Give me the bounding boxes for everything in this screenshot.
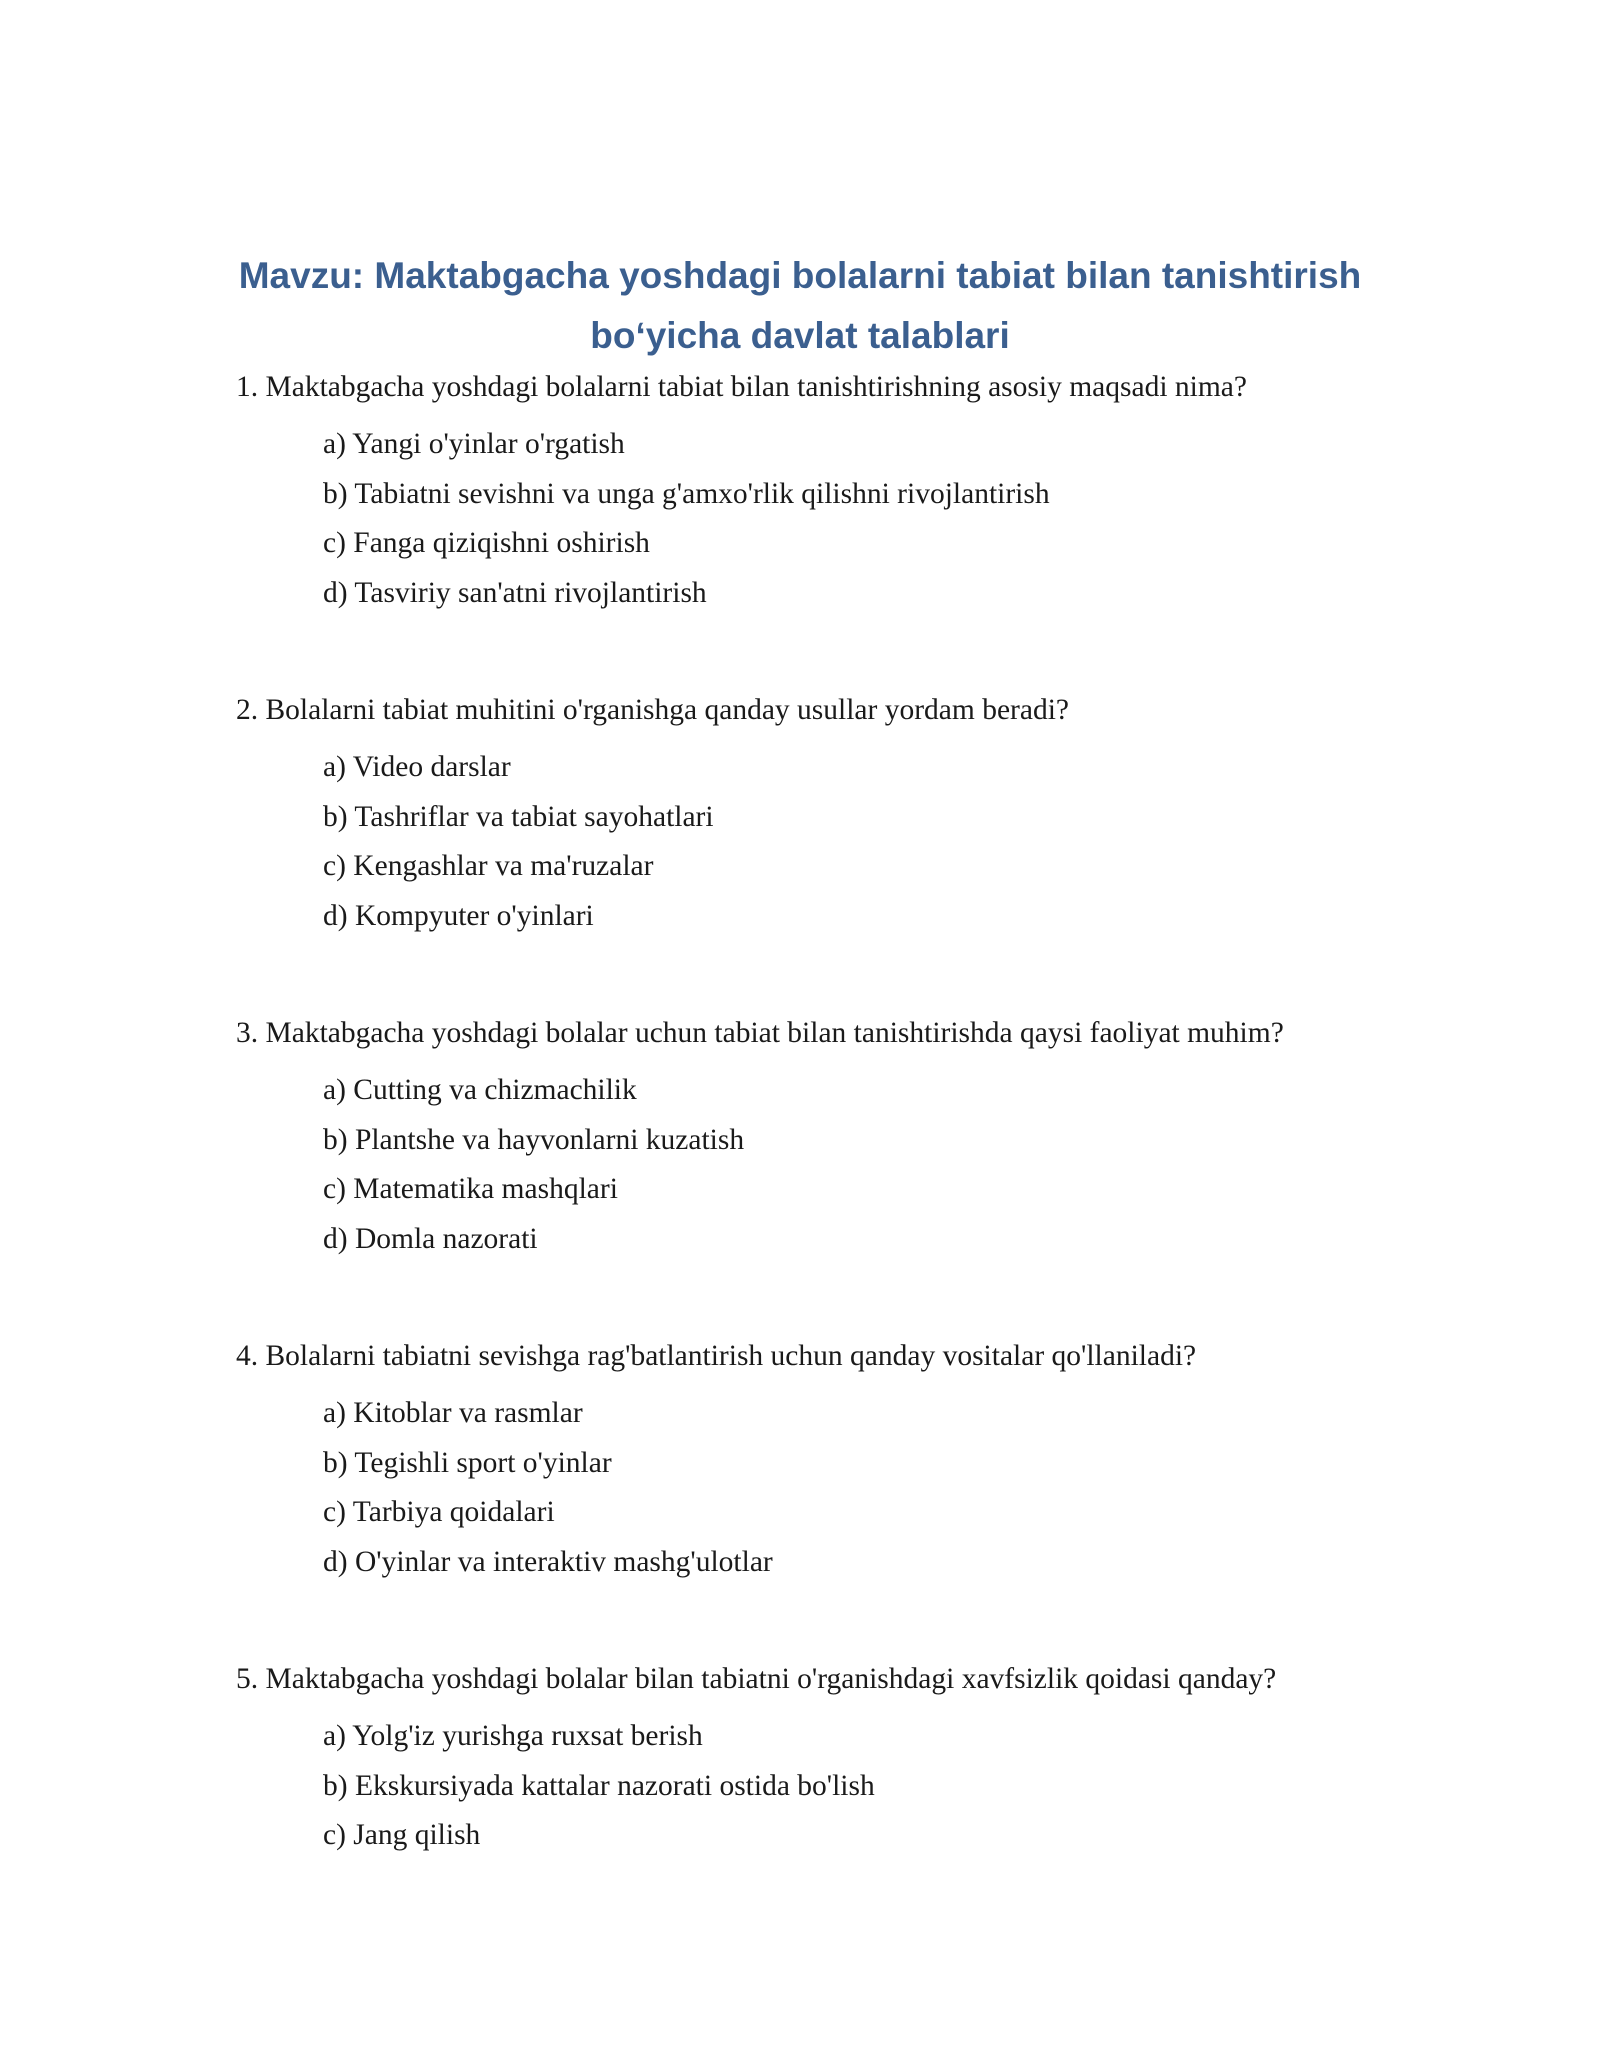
- answer-option-a: a) Video darslar: [323, 751, 511, 783]
- answer-option-a: a) Yolg'iz yurishga ruxsat berish: [323, 1720, 703, 1752]
- answer-option-b: b) Tashriflar va tabiat sayohatlari: [323, 800, 714, 833]
- answer-options: [236, 1072, 1436, 1257]
- question-2: [236, 692, 1436, 934]
- answer-option-c: c) Matematika mashqlari: [323, 1173, 618, 1205]
- question-text: 4. Bolalarni tabiatni sevishga rag'batlantirish uchun qanday vositalar qo'llaniladi?: [236, 1340, 1197, 1372]
- answer-option-a: a) Cutting va chizmachilik: [323, 1074, 637, 1106]
- answer-option-d: d) Domla nazorati: [323, 1222, 538, 1255]
- question-5: [236, 1661, 1436, 1853]
- answer-option-b: b) Tegishli sport o'yinlar: [323, 1446, 612, 1479]
- title-line-1: Mavzu: Maktabgacha yoshdagi bolalarni tabiat bilan tanishtirish: [238, 255, 1362, 296]
- answer-option-d: d) Tasviriy san'atni rivojlantirish: [323, 576, 707, 609]
- answer-option-a: a) Kitoblar va rasmlar: [323, 1397, 583, 1429]
- answer-option-c: c) Fanga qiziqishni oshirish: [323, 527, 650, 559]
- answer-option-c: c) Kengashlar va ma'ruzalar: [323, 850, 654, 882]
- title-line-2: bo‘yicha davlat talablari: [590, 315, 1010, 356]
- answer-options: [236, 426, 1436, 611]
- answer-option-b: b) Plantshe va hayvonlarni kuzatish: [323, 1123, 745, 1156]
- question-text: 2. Bolalarni tabiat muhitini o'rganishga qanday usullar yordam beradi?: [236, 694, 1070, 726]
- answer-options: [236, 1718, 1436, 1853]
- answer-options: [236, 749, 1436, 934]
- question-text: 5. Maktabgacha yoshdagi bolalar bilan tabiatni o'rganishdagi xavfsizlik qoidasi qanday?: [236, 1663, 1277, 1695]
- answer-option-b: b) Ekskursiyada kattalar nazorati ostida bo'lish: [323, 1769, 875, 1802]
- question-4: [236, 1338, 1436, 1580]
- answer-option-b: b) Tabiatni sevishni va unga g'amxo'rlik qilishni rivojlantirish: [323, 477, 1050, 510]
- answer-option-d: d) O'yinlar va interaktiv mashg'ulotlar: [323, 1545, 773, 1578]
- answer-option-c: c) Jang qilish: [323, 1819, 481, 1851]
- question-text: 3. Maktabgacha yoshdagi bolalar uchun tabiat bilan tanishtirishda qaysi faoliyat muhim?: [236, 1017, 1284, 1049]
- page-title: [200, 246, 1400, 366]
- question-text: 1. Maktabgacha yoshdagi bolalarni tabiat bilan tanishtirishning asosiy maqsadi nima?: [236, 371, 1247, 403]
- question-1: [236, 369, 1436, 611]
- question-3: [236, 1015, 1436, 1257]
- answer-options: [236, 1395, 1436, 1580]
- answer-option-d: d) Kompyuter o'yinlari: [323, 899, 594, 932]
- answer-option-a: a) Yangi o'yinlar o'rgatish: [323, 428, 625, 460]
- answer-option-c: c) Tarbiya qoidalari: [323, 1496, 555, 1528]
